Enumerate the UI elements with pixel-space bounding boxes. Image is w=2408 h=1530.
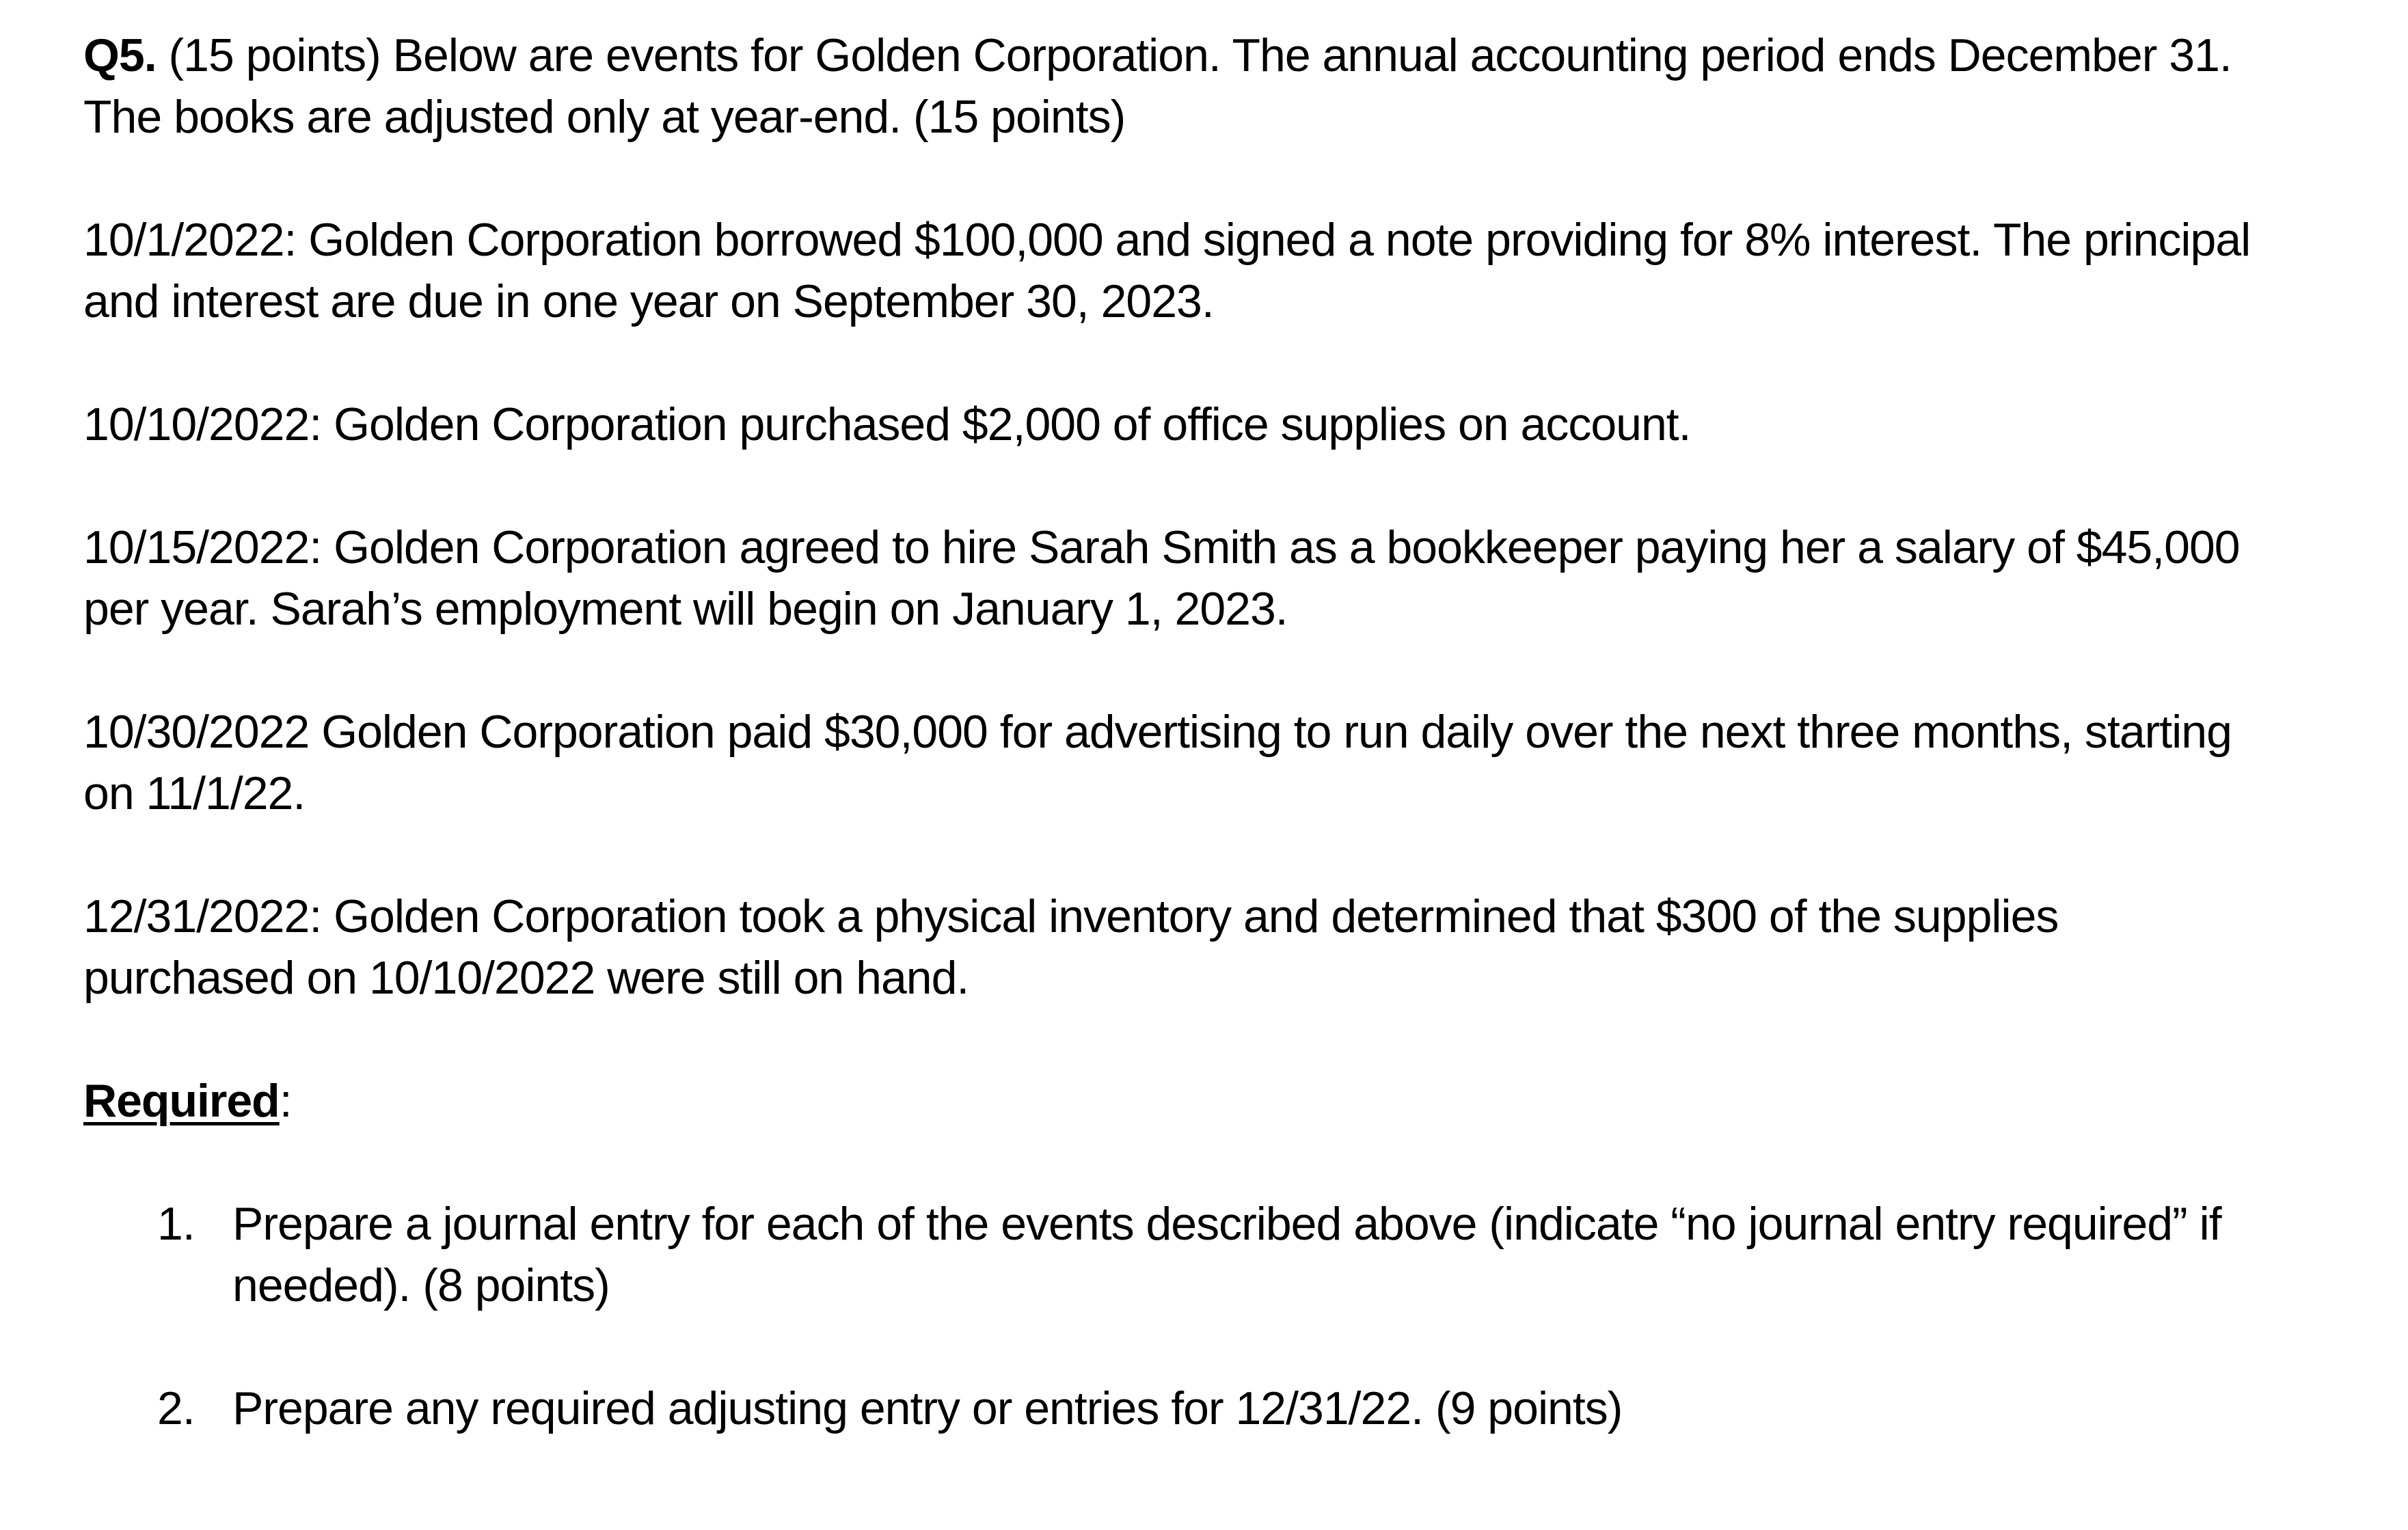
task-line: Prepare a journal entry for each of the events described above (indicate “no journal entry required” if	[232, 1198, 2221, 1250]
event-item	[83, 394, 2366, 455]
required-colon: :	[279, 1075, 292, 1127]
event-line: 10/10/2022: Golden Corporation purchased $2,000 of office supplies on account.	[83, 398, 1691, 450]
event-line: 10/30/2022 Golden Corporation paid $30,000 for advertising to run daily over the next three months, starting	[83, 706, 2232, 758]
event-line: 10/15/2022: Golden Corporation agreed to hire Sarah Smith as a bookkeeper paying her a salary of $45,000	[83, 521, 2240, 573]
task-item	[83, 1193, 2366, 1316]
required-label: Required	[83, 1075, 280, 1127]
event-item	[83, 517, 2366, 640]
question-intro-line-2: The books are adjusted only at year-end. (15 points)	[83, 91, 1126, 143]
question-intro	[83, 25, 2366, 148]
event-line: 10/1/2022: Golden Corporation borrowed $100,000 and signed a note providing for 8% interest. The principal	[83, 214, 2251, 266]
event-line: on 11/1/22.	[83, 767, 306, 819]
event-item	[83, 886, 2366, 1009]
task-number: 1.	[157, 1198, 195, 1250]
event-line: per year. Sarah’s employment will begin on January 1, 2023.	[83, 583, 1288, 635]
question-intro-text-1: (15 points) Below are events for Golden Corporation. The annual accounting period ends December 31.	[156, 29, 2232, 81]
event-line: and interest are due in one year on September 30, 2023.	[83, 275, 1214, 327]
task-line: needed). (8 points)	[232, 1259, 610, 1311]
event-line: 12/31/2022: Golden Corporation took a physical inventory and determined that $300 of the supplies	[83, 890, 2059, 942]
document-page	[83, 25, 2366, 1439]
question-intro-line-1	[83, 25, 2366, 86]
event-item	[83, 701, 2366, 824]
question-number: Q5.	[83, 29, 157, 81]
task-line: Prepare any required adjusting entry or entries for 12/31/22. (9 points)	[232, 1382, 1623, 1434]
task-item	[83, 1378, 2366, 1439]
event-item	[83, 209, 2366, 332]
required-heading	[83, 1070, 2366, 1132]
task-number: 2.	[157, 1382, 195, 1434]
event-line: purchased on 10/10/2022 were still on hand.	[83, 952, 969, 1004]
task-list	[83, 1193, 2366, 1439]
